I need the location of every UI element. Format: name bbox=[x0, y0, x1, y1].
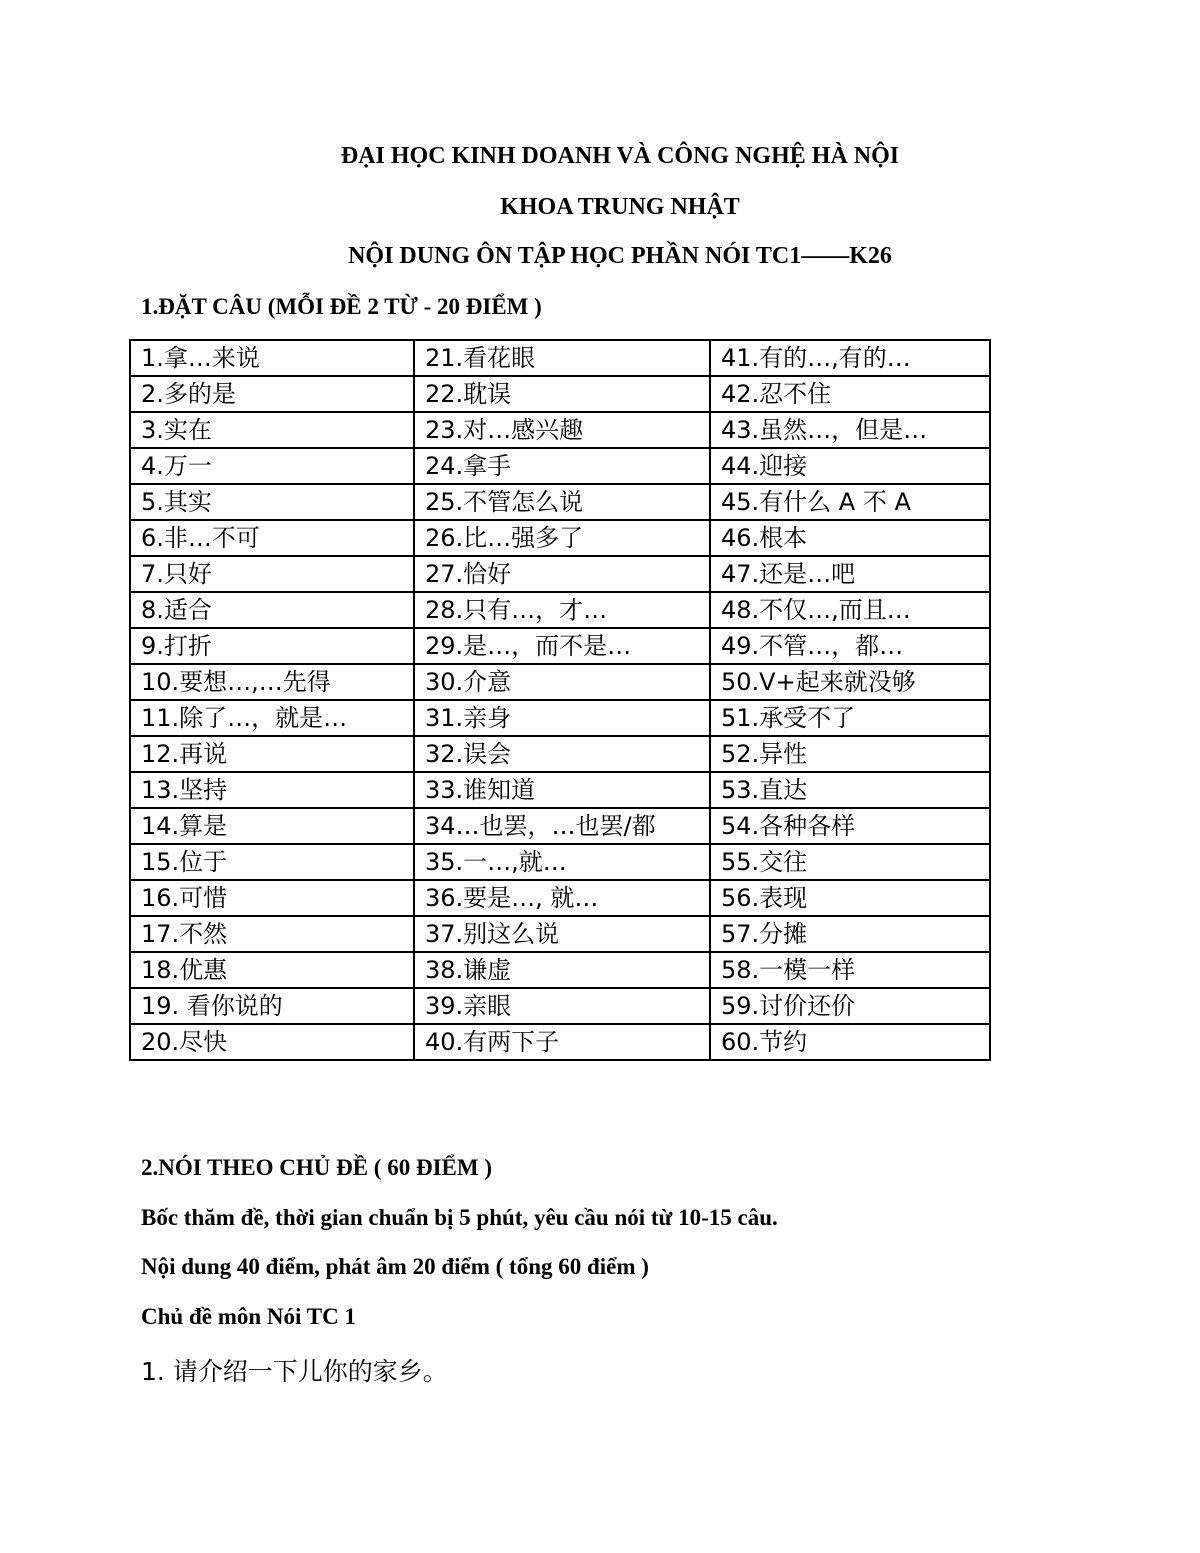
table-cell: 33.谁知道 bbox=[414, 772, 710, 808]
table-cell: 30.介意 bbox=[414, 664, 710, 700]
table-row bbox=[130, 628, 990, 664]
topics-heading: Chủ đề môn Nói TC 1 bbox=[141, 1304, 356, 1329]
table-cell: 32.误会 bbox=[414, 736, 710, 772]
table-cell: 36.要是…, 就… bbox=[414, 880, 710, 916]
table-cell: 16.可惜 bbox=[130, 880, 414, 916]
table-cell: 34…也罢，…也罢/都 bbox=[414, 808, 710, 844]
table-cell: 12.再说 bbox=[130, 736, 414, 772]
table-cell: 13.坚持 bbox=[130, 772, 414, 808]
table-row bbox=[130, 520, 990, 556]
table-row bbox=[130, 1024, 990, 1060]
table-row bbox=[130, 664, 990, 700]
table-row bbox=[130, 412, 990, 448]
table-cell: 58.一模一样 bbox=[710, 952, 990, 988]
table-cell: 1.拿…来说 bbox=[130, 340, 414, 376]
table-cell: 29.是…，而不是… bbox=[414, 628, 710, 664]
table-cell: 4.万一 bbox=[130, 448, 414, 484]
table-cell: 27.恰好 bbox=[414, 556, 710, 592]
table-cell: 6.非…不可 bbox=[130, 520, 414, 556]
table-row bbox=[130, 772, 990, 808]
table-cell: 23.对…感兴趣 bbox=[414, 412, 710, 448]
table-cell: 18.优惠 bbox=[130, 952, 414, 988]
table-cell: 59.讨价还价 bbox=[710, 988, 990, 1024]
table-cell: 37.别这么说 bbox=[414, 916, 710, 952]
table-cell: 56.表现 bbox=[710, 880, 990, 916]
table-cell: 57.分摊 bbox=[710, 916, 990, 952]
table-cell: 47.还是…吧 bbox=[710, 556, 990, 592]
table-row bbox=[130, 484, 990, 520]
table-cell: 3.实在 bbox=[130, 412, 414, 448]
table-row bbox=[130, 700, 990, 736]
table-cell: 19. 看你说的 bbox=[130, 988, 414, 1024]
table-cell: 31.亲身 bbox=[414, 700, 710, 736]
table-cell: 53.直达 bbox=[710, 772, 990, 808]
table-cell: 45.有什么 A 不 A bbox=[710, 484, 990, 520]
table-cell: 50.V+起来就没够 bbox=[710, 664, 990, 700]
table-cell: 20.尽快 bbox=[130, 1024, 414, 1060]
table-cell: 44.迎接 bbox=[710, 448, 990, 484]
table-row bbox=[130, 844, 990, 880]
scoring-line: Nội dung 40 điểm, phát âm 20 điểm ( tổng 60 điểm ) bbox=[141, 1254, 649, 1279]
table-cell: 51.承受不了 bbox=[710, 700, 990, 736]
table-row bbox=[130, 448, 990, 484]
faculty-name: KHOA TRUNG NHẬT bbox=[500, 194, 740, 220]
table-cell: 17.不然 bbox=[130, 916, 414, 952]
table-cell: 35.一…,就… bbox=[414, 844, 710, 880]
table-cell: 14.算是 bbox=[130, 808, 414, 844]
instruction-line: Bốc thăm đề, thời gian chuẩn bị 5 phút, yêu cầu nói từ 10-15 câu. bbox=[141, 1205, 778, 1230]
table-cell: 46.根本 bbox=[710, 520, 990, 556]
table-cell: 48.不仅…,而且… bbox=[710, 592, 990, 628]
table-cell: 38.谦虚 bbox=[414, 952, 710, 988]
table-row bbox=[130, 340, 990, 376]
topic-item: 1. 请介绍一下儿你的家乡。 bbox=[141, 1357, 448, 1386]
table-cell: 26.比…强多了 bbox=[414, 520, 710, 556]
table-cell: 28.只有…，才… bbox=[414, 592, 710, 628]
section-1-title: 1.ĐẶT CÂU (MỖI ĐỀ 2 TỪ - 20 ĐIỂM ) bbox=[141, 294, 542, 319]
section-2-title: 2.NÓI THEO CHỦ ĐỀ ( 60 ĐIỂM ) bbox=[141, 1155, 492, 1180]
table-row bbox=[130, 376, 990, 412]
table-row bbox=[130, 916, 990, 952]
table-cell: 49.不管…，都… bbox=[710, 628, 990, 664]
table-cell: 39.亲眼 bbox=[414, 988, 710, 1024]
table-cell: 2.多的是 bbox=[130, 376, 414, 412]
table-cell: 8.适合 bbox=[130, 592, 414, 628]
table-cell: 55.交往 bbox=[710, 844, 990, 880]
document-title: NỘI DUNG ÔN TẬP HỌC PHẦN NÓI TC1——K26 bbox=[348, 243, 892, 269]
table-row bbox=[130, 556, 990, 592]
table-cell: 52.异性 bbox=[710, 736, 990, 772]
table-cell: 7.只好 bbox=[130, 556, 414, 592]
table-cell: 54.各种各样 bbox=[710, 808, 990, 844]
table-cell: 25.不管怎么说 bbox=[414, 484, 710, 520]
table-row bbox=[130, 880, 990, 916]
table-cell: 5.其实 bbox=[130, 484, 414, 520]
table-row bbox=[130, 592, 990, 628]
vocabulary-table bbox=[129, 339, 991, 1061]
table-row bbox=[130, 808, 990, 844]
table-row bbox=[130, 988, 990, 1024]
table-cell: 42.忍不住 bbox=[710, 376, 990, 412]
table-cell: 15.位于 bbox=[130, 844, 414, 880]
table-cell: 43.虽然…，但是… bbox=[710, 412, 990, 448]
table-row bbox=[130, 952, 990, 988]
table-cell: 10.要想…,…先得 bbox=[130, 664, 414, 700]
table-cell: 41.有的…,有的… bbox=[710, 340, 990, 376]
university-name: ĐẠI HỌC KINH DOANH VÀ CÔNG NGHỆ HÀ NỘI bbox=[340, 143, 900, 169]
table-cell: 40.有两下子 bbox=[414, 1024, 710, 1060]
table-row bbox=[130, 736, 990, 772]
table-cell: 22.耽误 bbox=[414, 376, 710, 412]
table-cell: 24.拿手 bbox=[414, 448, 710, 484]
table-cell: 21.看花眼 bbox=[414, 340, 710, 376]
table-cell: 9.打折 bbox=[130, 628, 414, 664]
table-cell: 60.节约 bbox=[710, 1024, 990, 1060]
table-cell: 11.除了…，就是… bbox=[130, 700, 414, 736]
